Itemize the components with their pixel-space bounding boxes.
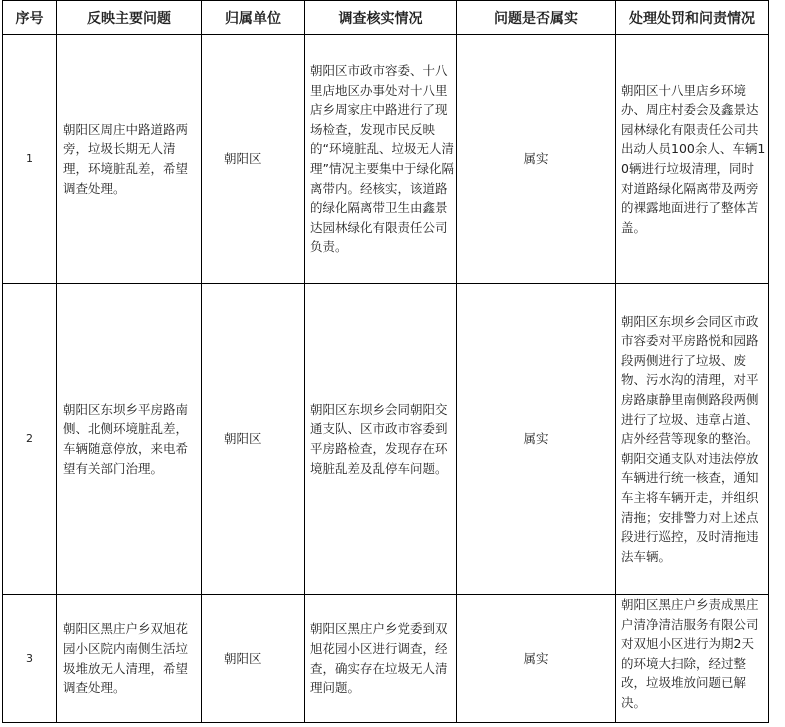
header-issue: 反映主要问题 [57, 1, 202, 35]
unit-cell: 朝阳区 [202, 284, 305, 595]
header-verdict: 问题是否属实 [457, 1, 616, 35]
investigation-cell: 朝阳区市政市容委、十八里店地区办事处对十八里店乡周家庄中路进行了现场检查，发现市民反映的“环境脏乱、垃圾无人清理”情况主要集中于绿化隔离带内。经核实，该道路的绿化隔离带卫生由鑫景达园林绿化有限责任公司负责。 [305, 35, 457, 284]
header-handling: 处理处罚和问责情况 [616, 1, 769, 35]
header-unit: 归属单位 [202, 1, 305, 35]
unit-cell: 朝阳区 [202, 595, 305, 723]
table-row [3, 595, 769, 723]
header-investigation: 调查核实情况 [305, 1, 457, 35]
header-row [3, 1, 769, 35]
verdict-cell: 属实 [457, 595, 616, 723]
verdict-cell: 属实 [457, 284, 616, 595]
verdict-cell: 属实 [457, 35, 616, 284]
row-number: 2 [3, 284, 57, 595]
complaint-table [2, 0, 769, 723]
row-number: 1 [3, 35, 57, 284]
handling-cell: 朝阳区十八里店乡环境办、周庄村委会及鑫景达园林绿化有限责任公司共出动人员100余人、车辆10辆进行垃圾清理，同时对道路绿化隔离带及两旁的裸露地面进行了整体苫盖。 [616, 35, 769, 284]
header-no: 序号 [3, 1, 57, 35]
table-row [3, 35, 769, 284]
handling-cell: 朝阳区东坝乡会同区市政市容委对平房路悦和园路段两侧进行了垃圾、废物、污水沟的清理，对平房路康静里南侧路段两侧进行了垃圾、违章占道、店外经营等现象的整治。朝阳交通支队对违法停放车辆进行统一核查，通知车主将车辆开走，并组织清拖；安排警力对上述点段进行巡控，及时清拖违法车辆。 [616, 284, 769, 595]
table-row [3, 284, 769, 595]
unit-cell: 朝阳区 [202, 35, 305, 284]
investigation-cell: 朝阳区黑庄户乡党委到双旭花园小区进行调查，经查，确实存在垃圾无人清理问题。 [305, 595, 457, 723]
row-number: 3 [3, 595, 57, 723]
issue-cell: 朝阳区黑庄户乡双旭花园小区院内南侧生活垃圾堆放无人清理，希望调查处理。 [57, 595, 202, 723]
issue-cell: 朝阳区周庄中路道路两旁，垃圾长期无人清理，环境脏乱差，希望调查处理。 [57, 35, 202, 284]
issue-cell: 朝阳区东坝乡平房路南侧、北侧环境脏乱差，车辆随意停放，来电希望有关部门治理。 [57, 284, 202, 595]
investigation-cell: 朝阳区东坝乡会同朝阳交通支队、区市政市容委到平房路检查，发现存在环境脏乱差及乱停车问题。 [305, 284, 457, 595]
handling-cell: 朝阳区黑庄户乡责成黑庄户清净清洁服务有限公司对双旭小区进行为期2天的环境大扫除，经过整改，垃圾堆放问题已解决。 [616, 595, 769, 723]
